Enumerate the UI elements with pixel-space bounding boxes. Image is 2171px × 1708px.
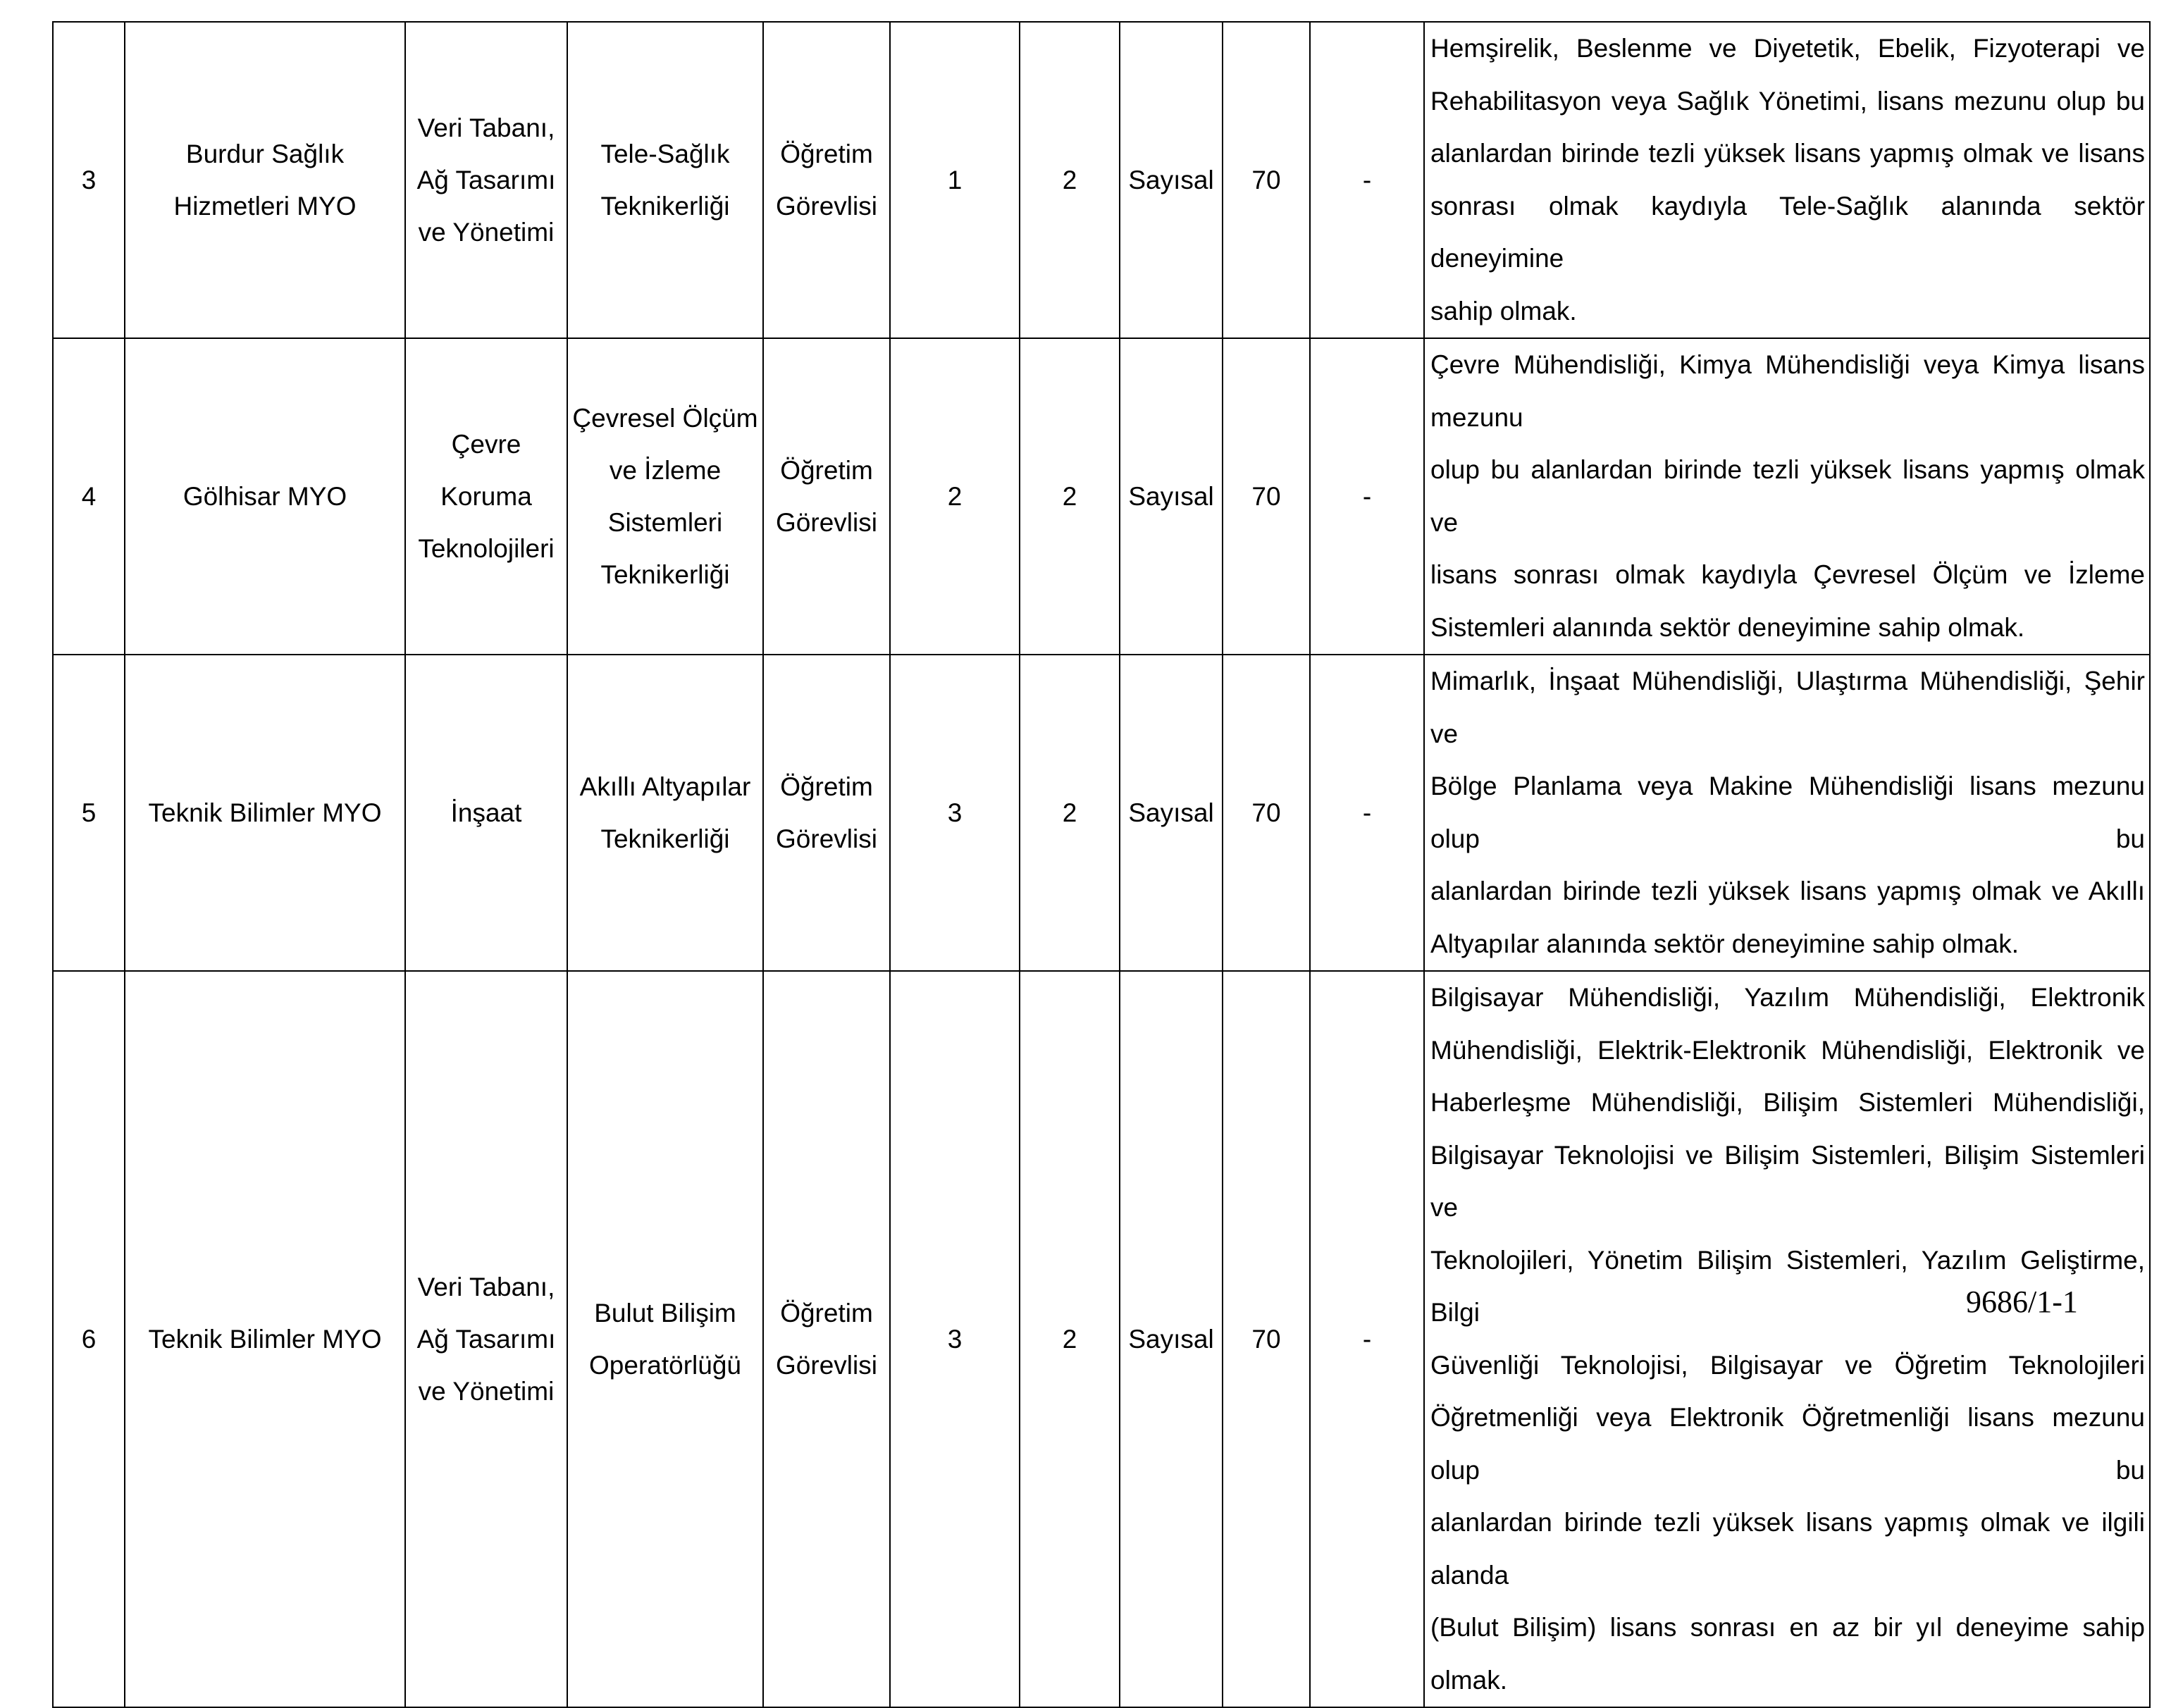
requirement-line: Teknolojileri, Yönetim Bilişim Sistemleri, Yazılım Geliştirme, Bilgi [1430,1245,2145,1327]
requirement-line: Haberleşme Mühendisliği, Bilişim Sistemleri Mühendisliği, [1430,1088,2145,1117]
title-line: Öğretim [780,772,873,801]
count-cell: 2 [1020,971,1120,1707]
program-line: Teknikerliği [600,191,730,221]
program-line: Operatörlüğü [589,1350,741,1380]
program-cell [567,22,763,338]
table-row [53,338,2150,655]
unit-cell [125,655,405,971]
title-cell [763,971,890,1707]
department-line: Teknolojileri [418,533,555,563]
requirement-line: (Bulut Bilişim) lisans sonrası en az bir yıl deneyime sahip olmak. [1430,1613,2145,1695]
document-code: 9686/1-1 [1966,1285,2078,1319]
score-cell: 70 [1223,22,1310,338]
department-line: Veri Tabanı, [417,113,555,142]
ales-cell: Sayısal [1120,655,1223,971]
program-line: Tele-Sağlık [600,139,730,168]
requirement-line: Öğretmenliği veya Elektronik Öğretmenliği lisans mezunu olup bu [1430,1403,2145,1485]
program-line: Teknikerliği [600,559,730,589]
department-line: Çevre [451,429,521,459]
score-cell: 70 [1223,655,1310,971]
unit-line: Hizmetleri MYO [173,191,357,221]
department-cell [405,971,567,1707]
foreign-language-cell: - [1310,655,1424,971]
requirement-line: Mimarlık, İnşaat Mühendisliği, Ulaştırma Mühendisliği, Şehir ve [1430,667,2145,748]
requirements-cell [1424,22,2150,338]
title-cell [763,338,890,655]
table-row [53,971,2150,1707]
positions-table [52,21,2151,1708]
degree-cell: 1 [890,22,1020,338]
title-line: Öğretim [780,139,873,168]
department-line: ve Yönetimi [418,217,555,247]
program-line: ve İzleme [609,455,722,485]
unit-cell [125,338,405,655]
program-cell [567,338,763,655]
foreign-language-cell: - [1310,971,1424,1707]
department-cell [405,338,567,655]
ales-cell: Sayısal [1120,338,1223,655]
title-line: Görevlisi [776,507,877,537]
title-line: Görevlisi [776,824,877,853]
requirement-line: alanlardan birinde tezli yüksek lisans yapmış olmak ve Akıllı [1430,877,2145,905]
requirement-line: Rehabilitasyon veya Sağlık Yönetimi, lisans mezunu olup bu [1430,86,2145,116]
requirements-cell [1424,971,2150,1707]
department-line: ve Yönetimi [418,1376,555,1406]
count-cell: 2 [1020,655,1120,971]
unit-cell [125,971,405,1707]
row-number: 5 [53,655,125,971]
requirement-line: Bilgisayar Mühendisliği, Yazılım Mühendisliği, Elektronik [1430,983,2145,1012]
score-cell: 70 [1223,971,1310,1707]
department-line: Koruma [440,481,532,511]
unit-line: Burdur Sağlık [185,139,345,168]
department-line: Ağ Tasarımı [416,165,556,194]
foreign-language-cell: - [1310,338,1424,655]
row-number: 4 [53,338,125,655]
program-cell [567,971,763,1707]
title-line: Görevlisi [776,1350,877,1380]
program-line: Teknikerliği [600,824,730,853]
row-number: 6 [53,971,125,1707]
requirement-line: alanlardan birinde tezli yüksek lisans yapmış olmak ve lisans [1430,139,2145,168]
row-number: 3 [53,22,125,338]
ales-cell: Sayısal [1120,971,1223,1707]
department-line: Ağ Tasarımı [416,1324,556,1354]
count-cell: 2 [1020,22,1120,338]
requirement-line: Çevre Mühendisliği, Kimya Mühendisliği veya Kimya lisans mezunu [1430,350,2145,432]
degree-cell: 2 [890,338,1020,655]
department-line: İnşaat [450,798,522,827]
requirement-line: lisans sonrası olmak kaydıyla Çevresel Ölçüm ve İzleme [1430,560,2145,589]
program-cell [567,655,763,971]
requirement-line: sahip olmak. [1430,296,1577,326]
title-cell [763,22,890,338]
unit-line: Teknik Bilimler MYO [148,798,382,827]
requirement-line: Güvenliği Teknolojisi, Bilgisayar ve Öğretim Teknolojileri [1430,1350,2145,1380]
title-line: Öğretim [780,1298,873,1328]
department-cell [405,655,567,971]
table-body [53,22,2150,1707]
department-cell [405,22,567,338]
table-row [53,655,2150,971]
degree-cell: 3 [890,971,1020,1707]
program-line: Sistemleri [607,507,723,537]
requirement-line: alanlardan birinde tezli yüksek lisans yapmış olmak ve ilgili alanda [1430,1508,2145,1590]
requirements-cell [1424,338,2150,655]
program-line: Çevresel Ölçüm [572,403,758,433]
score-cell: 70 [1223,338,1310,655]
program-line: Akıllı Altyapılar [579,772,751,801]
unit-line: Teknik Bilimler MYO [148,1324,382,1354]
ales-cell: Sayısal [1120,22,1223,338]
unit-cell [125,22,405,338]
requirement-line: Mühendisliği, Elektrik-Elektronik Mühendisliği, Elektronik ve [1430,1035,2145,1065]
title-line: Öğretim [780,455,873,485]
requirement-line: Bilgisayar Teknolojisi ve Bilişim Sistemleri, Bilişim Sistemleri ve [1430,1140,2145,1222]
table-row [53,22,2150,338]
department-line: Veri Tabanı, [417,1272,555,1301]
degree-cell: 3 [890,655,1020,971]
requirement-line: olup bu alanlardan birinde tezli yüksek lisans yapmış olmak ve [1430,455,2145,537]
requirements-cell [1424,655,2150,971]
foreign-language-cell: - [1310,22,1424,338]
unit-line: Gölhisar MYO [183,481,347,511]
requirement-line: Hemşirelik, Beslenme ve Diyetetik, Ebelik, Fizyoterapi ve [1430,34,2145,63]
title-line: Görevlisi [776,191,877,221]
requirement-line: Altyapılar alanında sektör deneyimine sahip olmak. [1430,929,2020,958]
requirement-line: sonrası olmak kaydıyla Tele-Sağlık alanında sektör deneyimine [1430,191,2145,273]
count-cell: 2 [1020,338,1120,655]
requirement-line: Sistemleri alanında sektör deneyimine sahip olmak. [1430,612,2025,642]
requirement-line: Bölge Planlama veya Makine Mühendisliği lisans mezunu olup bu [1430,772,2145,853]
program-line: Bulut Bilişim [594,1298,736,1328]
title-cell [763,655,890,971]
